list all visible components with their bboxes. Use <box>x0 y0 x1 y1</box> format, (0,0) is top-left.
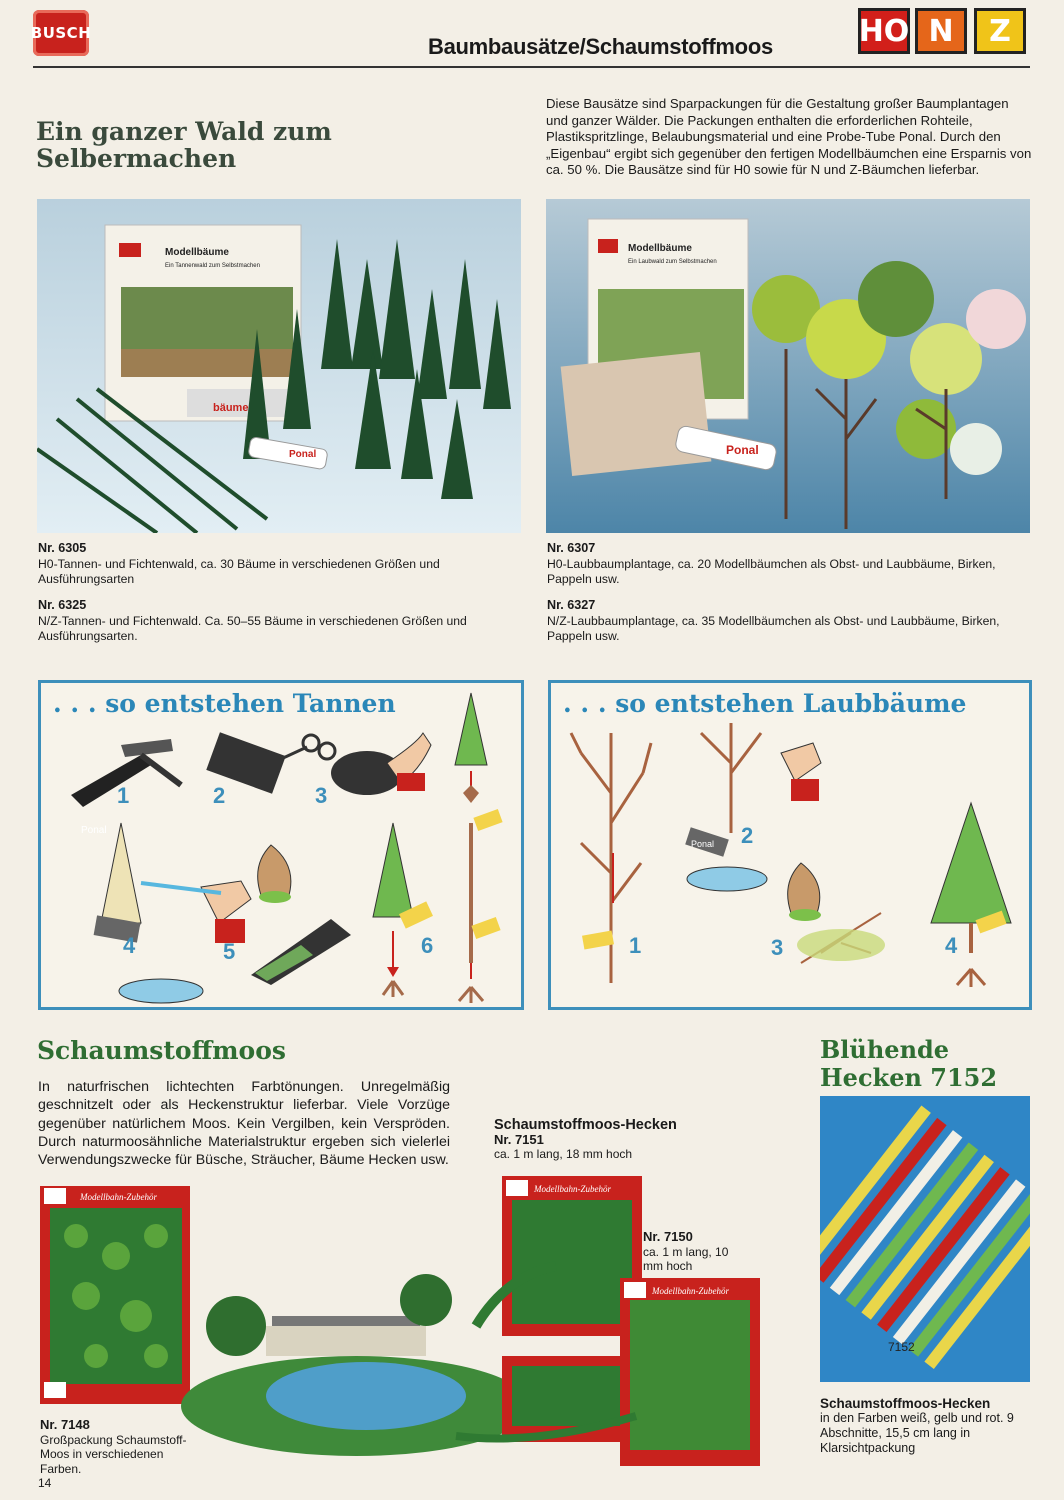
main-title: Ein ganzer Wald zum Selbermachen <box>36 117 332 173</box>
laub-step-4: 4 <box>945 933 958 958</box>
product-desc: ca. 1 m lang, 18 mm hoch <box>494 1147 633 1161</box>
moos-title: Schaumstoffmoos <box>37 1036 286 1065</box>
svg-text:Ponal: Ponal <box>81 825 107 836</box>
laub-step-1: 1 <box>629 933 642 958</box>
tannen-box-title: . . . so entstehen Tannen <box>53 689 396 718</box>
svg-text:Ponal: Ponal <box>726 443 759 457</box>
laub-box-title: . . . so entstehen Laubbäume <box>563 689 967 718</box>
moos-7148-caption <box>40 1418 190 1476</box>
bluehende-desc: in den Farben weiß, gelb und rot. 9 Abschnitte, 15,5 cm lang in Klarsichtpackung <box>820 1411 1014 1455</box>
product-number: Nr. 7150 <box>643 1229 693 1244</box>
photo-label-7152: 7152 <box>888 1340 915 1354</box>
intro-text: Diese Bausätze sind Sparpackungen für die Gestaltung großer Baumplantagen und ganzer Wälder. Die Packungen enthalten die erforderlichen Rohteile, Plastikspritzlinge, Belaubungsmaterial und eine Probe-Tube Ponal. Durch den „Eigenbau“ ergibt sich gegenüber den fertigen Modellbäumchen eine Ersparnis von ca. 50 %. Die Bausätze sind für H0 sowie für N und Z-Bäumchen lieferbar. <box>546 96 1032 178</box>
scale-badge-n: N <box>915 8 967 54</box>
svg-text:Ponal: Ponal <box>691 839 715 849</box>
scale-badge-ho: HO <box>858 8 910 54</box>
svg-text:Ponal: Ponal <box>289 449 317 460</box>
product-number: Nr. 7151 <box>494 1131 544 1147</box>
product-6325 <box>38 598 518 645</box>
svg-text:bäume: bäume <box>213 402 249 414</box>
bluehende-heading: Schaumstoffmoos-Hecken <box>820 1396 991 1411</box>
svg-text:Modellbäume: Modellbäume <box>628 243 692 254</box>
svg-text:Ein Tannenwald zum Selbstmache: Ein Tannenwald zum Selbstmachen <box>165 263 260 269</box>
hecken-7151-caption <box>494 1118 754 1162</box>
svg-text:Modellbahn-Zubehör: Modellbahn-Zubehör <box>652 1286 729 1296</box>
laub-step-2: 2 <box>741 823 754 848</box>
tannen-step-3: 3 <box>315 783 328 808</box>
svg-text:Modellbahn-Zubehör: Modellbahn-Zubehör <box>534 1184 611 1194</box>
photo-tannenwald-kit <box>37 199 521 533</box>
busch-logo: BUSCH <box>33 10 89 56</box>
product-number: Nr. 6305 <box>38 541 87 555</box>
photo-bluehende-hecken <box>820 1096 1030 1382</box>
svg-text:Ein Laubwald zum Selbstmachen: Ein Laubwald zum Selbstmachen <box>628 259 717 265</box>
header-rule <box>33 66 1030 68</box>
product-number: Nr. 7148 <box>40 1417 90 1432</box>
bluehende-title <box>820 1036 997 1092</box>
product-number: Nr. 6327 <box>547 598 596 612</box>
product-desc: ca. 1 m lang, 10 mm hoch <box>643 1244 729 1273</box>
product-6307 <box>547 541 1017 588</box>
page-header-title: Baumbausätze/Schaumstoffmoos <box>428 34 773 59</box>
product-desc: N/Z-Laubbaumplantage, ca. 35 Modellbäumchen als Obst- und Laubbäume, Birken, Pappeln usw. <box>547 613 1000 643</box>
moos-text: In naturfrischen lichtechten Farbtönungen. Unregelmäßig geschnitzelt oder als Heckenstruktur lieferbar. Viele Vorzüge gegenüber natürlichem Moos. Kein Vergilben, kein Verspröden. Durch naturmoosähnliche Materialstruktur ergeben sich vielerlei Verwendungszwecke für Büsche, Sträucher, Bäume Hecken usw. <box>38 1079 450 1169</box>
product-desc: H0-Tannen- und Fichtenwald, ca. 30 Bäume in verschiedenen Größen und Ausführungsarten <box>38 556 440 586</box>
product-desc: H0-Laubbaumplantage, ca. 20 Modellbäumchen als Obst- und Laubbäume, Birken, Pappeln usw. <box>547 556 996 586</box>
product-6327 <box>547 598 1017 645</box>
svg-text:Modellbäume: Modellbäume <box>165 247 229 258</box>
tannen-step-1: 1 <box>117 783 130 808</box>
bluehende-caption <box>820 1396 1032 1456</box>
bluehende-title-line1: Blühende <box>820 1035 950 1064</box>
page-number: 14 <box>38 1476 52 1490</box>
laub-instructions-box <box>548 680 1032 1010</box>
tannen-step-2: 2 <box>213 783 226 808</box>
photo-laubbaum-kit <box>546 199 1030 533</box>
product-number: Nr. 6325 <box>38 598 87 612</box>
scale-badge-z: Z <box>974 8 1026 54</box>
bluehende-title-line2: Hecken 7152 <box>820 1063 998 1092</box>
product-number: Nr. 6307 <box>547 541 596 555</box>
tannen-step-6: 6 <box>421 933 434 958</box>
product-desc: N/Z-Tannen- und Fichtenwald. Ca. 50–55 Bäume in verschiedenen Größen und Ausführungsarten. <box>38 613 467 643</box>
product-6305 <box>38 541 518 588</box>
tannen-step-5: 5 <box>223 939 236 964</box>
tannen-step-4: 4 <box>123 933 136 958</box>
hecken-heading: Schaumstoffmoos-Hecken <box>494 1117 677 1133</box>
svg-text:Modellbahn-Zubehör: Modellbahn-Zubehör <box>80 1192 157 1202</box>
product-desc: Großpackung Schaumstoff-Moos in verschiedenen Farben. <box>40 1432 187 1476</box>
tannen-instructions-box <box>38 680 524 1010</box>
laub-step-3: 3 <box>771 935 784 960</box>
